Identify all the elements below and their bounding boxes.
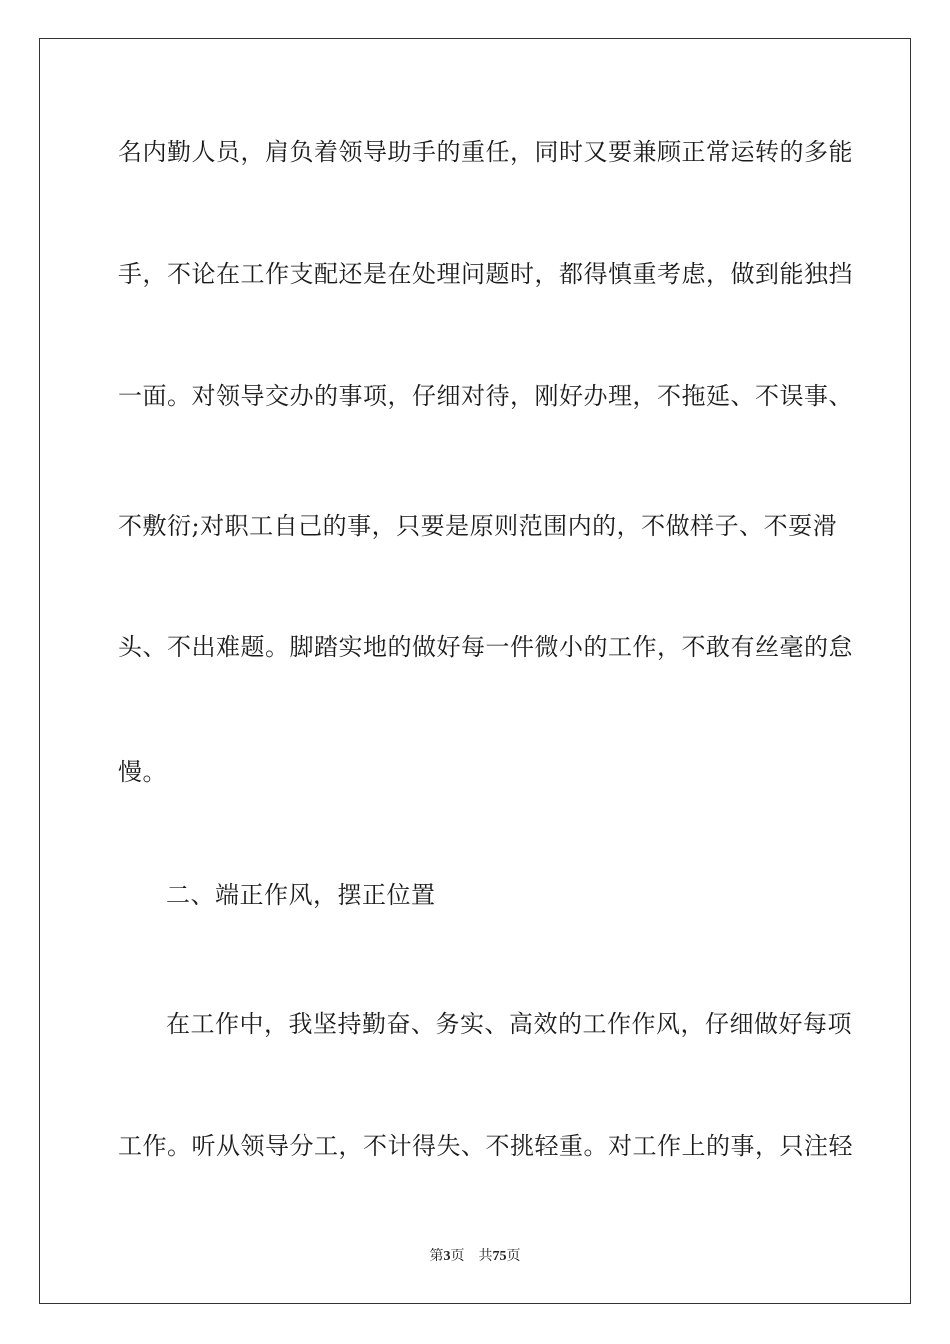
body-line-6: 慢。 (118, 758, 167, 786)
section-heading: 二、端正作风，摆正位置 (166, 881, 436, 909)
body-line-2: 手，不论在工作支配还是在处理问题时，都得慎重考虑，做到能独挡 (118, 260, 853, 288)
total-suffix: 页 (506, 1248, 521, 1264)
page-footer (0, 1247, 950, 1266)
body-line-5: 头、不出难题。脚踏实地的做好每一件微小的工作，不敢有丝毫的怠 (118, 633, 853, 661)
total-pages: 75 (492, 1249, 507, 1264)
body-line-1: 名内勤人员，肩负着领导助手的重任，同时又要兼顾正常运转的多能 (118, 138, 853, 166)
page-number: 3 (443, 1249, 451, 1264)
body-line-8: 工作。听从领导分工，不计得失、不挑轻重。对工作上的事，只注轻 (118, 1132, 853, 1160)
page-frame (39, 38, 911, 1304)
body-line-3: 一面。对领导交办的事项，仔细对待，刚好办理，不拖延、不误事、 (118, 382, 853, 410)
body-line-4: 不敷衍;对职工自己的事，只要是原则范围内的，不做样子、不耍滑 (118, 512, 838, 540)
page-prefix: 第 (429, 1248, 444, 1264)
total-prefix: 共 (478, 1248, 493, 1264)
body-line-7: 在工作中，我坚持勤奋、务实、高效的工作作风，仔细做好每项 (166, 1010, 852, 1038)
page-suffix: 页 (450, 1248, 465, 1264)
